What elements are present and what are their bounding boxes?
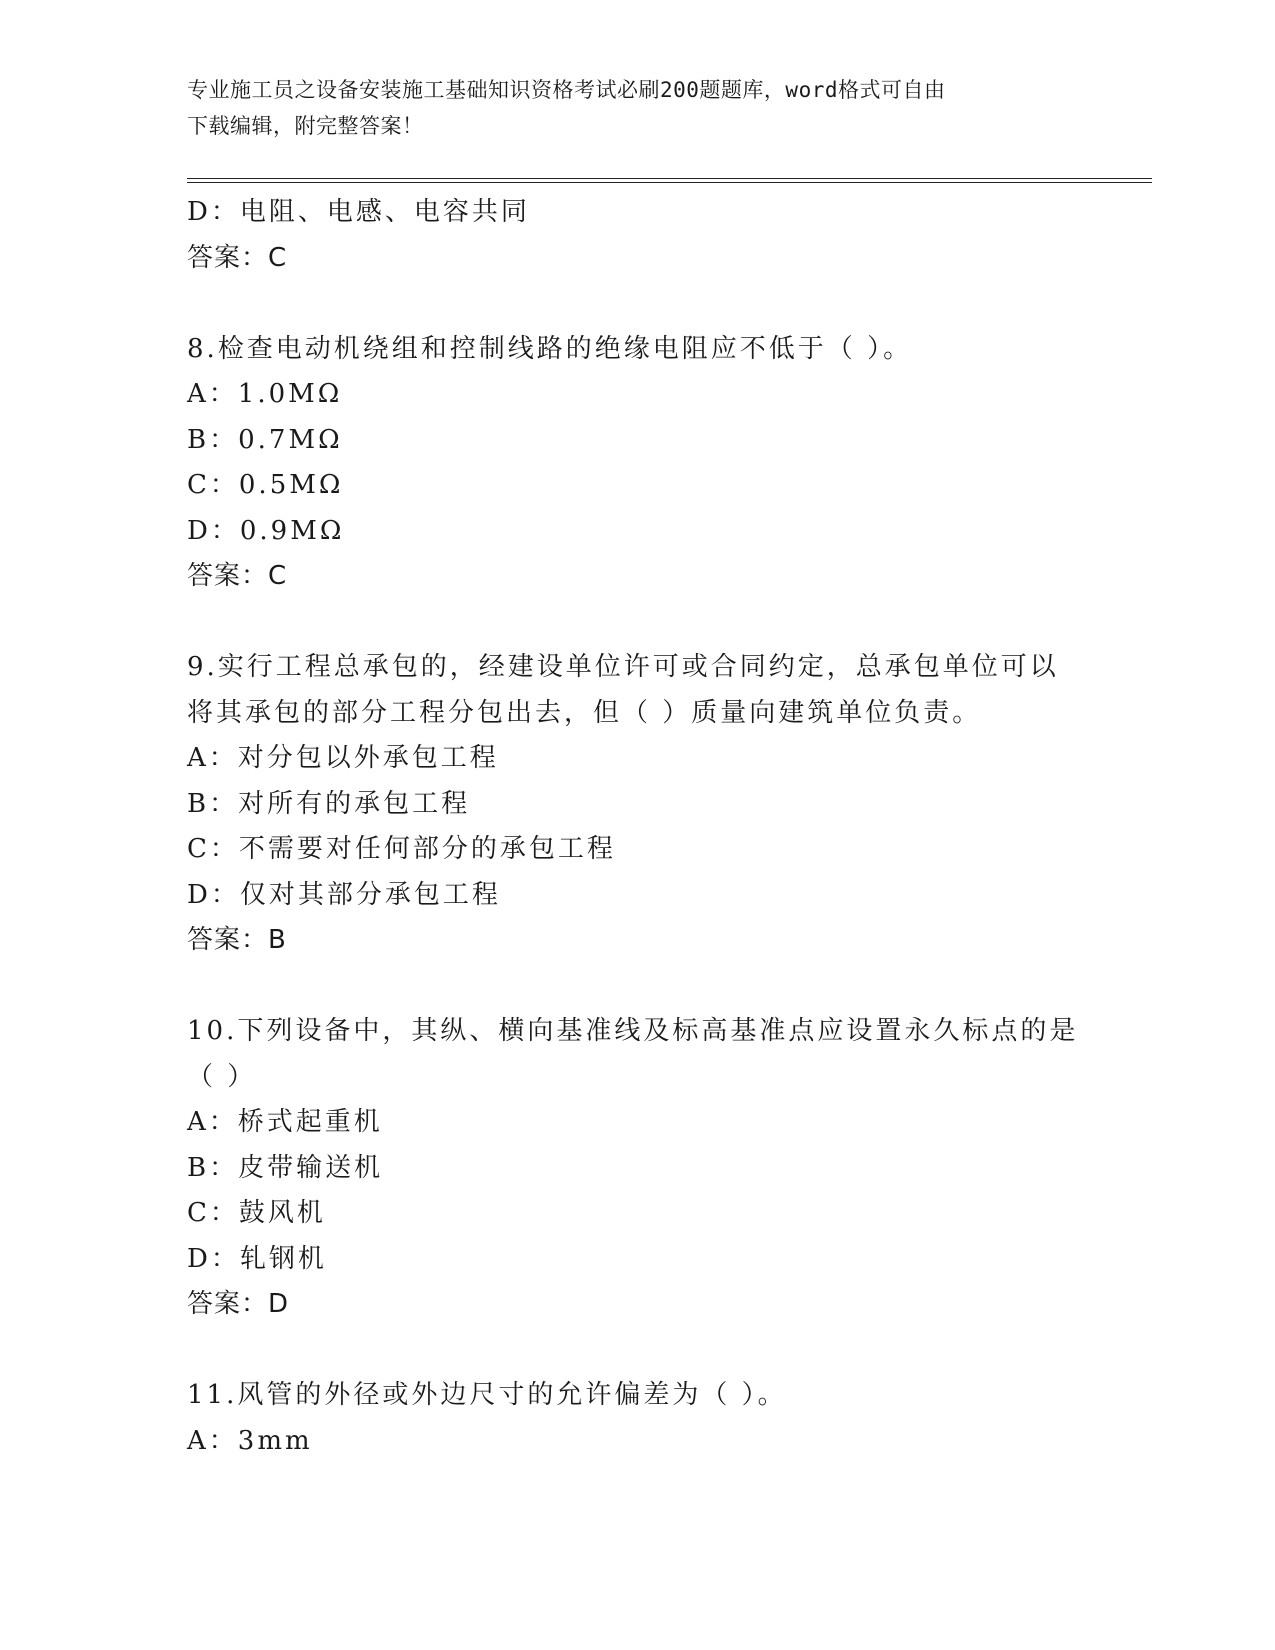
option-b: B：0.7MΩ (187, 424, 343, 455)
option-b: B：皮带输送机 (187, 1152, 384, 1183)
option-a: A：3mm (187, 1425, 313, 1456)
question-9 (187, 645, 1107, 964)
question-10 (187, 1009, 1107, 1328)
question-stem-line-2: （ ） (187, 1061, 257, 1092)
option-c: C：鼓风机 (187, 1198, 326, 1228)
spacer (187, 281, 1107, 327)
question-list (187, 190, 1107, 1464)
answer: 答案：B (187, 925, 287, 955)
question-stem-line-2: 将其承包的部分工程分包出去，但（ ）质量向建筑单位负责。 (187, 697, 982, 728)
option-a: A：桥式起重机 (187, 1107, 383, 1137)
question-7 (187, 190, 1107, 281)
answer: 答案：C (187, 242, 288, 273)
header-title-line-2: 下载编辑，附完整答案！ (187, 114, 424, 138)
spacer (187, 600, 1107, 646)
question-stem: 11.风管的外径或外边尺寸的允许偏差为（ ）。 (187, 1380, 787, 1410)
header-divider-top (187, 178, 1152, 179)
question-11 (187, 1373, 1107, 1464)
spacer (187, 1328, 1107, 1374)
header-divider-bottom (187, 182, 1152, 183)
header-title-line-1: 专业施工员之设备安装施工基础知识资格考试必刷200题题库，word格式可自由 (187, 78, 946, 102)
document-header (187, 72, 1087, 144)
question-stem: 8.检查电动机绕组和控制线路的绝缘电阻应不低于（ ）。 (187, 333, 913, 364)
question-stem-line-1: 9.实行工程总承包的，经建设单位许可或合同约定，总承包单位可以 (187, 652, 1059, 682)
question-8 (187, 327, 1107, 600)
option-d: D：0.9MΩ (187, 515, 345, 546)
option-d: D：仅对其部分承包工程 (187, 879, 501, 910)
option-d: D：电阻、电感、电容共同 (187, 197, 530, 227)
spacer (187, 964, 1107, 1010)
option-d: D：轧钢机 (187, 1243, 327, 1274)
option-c: C：不需要对任何部分的承包工程 (187, 834, 616, 864)
answer: 答案：D (187, 1289, 290, 1319)
option-c: C：0.5MΩ (187, 470, 344, 500)
option-b: B：对所有的承包工程 (187, 788, 471, 819)
answer: 答案：C (187, 561, 288, 591)
option-a: A：1.0MΩ (187, 379, 343, 409)
question-stem-line-1: 10.下列设备中，其纵、横向基准线及标高基准点应设置永久标点的是 (187, 1016, 1079, 1046)
option-a: A：对分包以外承包工程 (187, 743, 499, 773)
